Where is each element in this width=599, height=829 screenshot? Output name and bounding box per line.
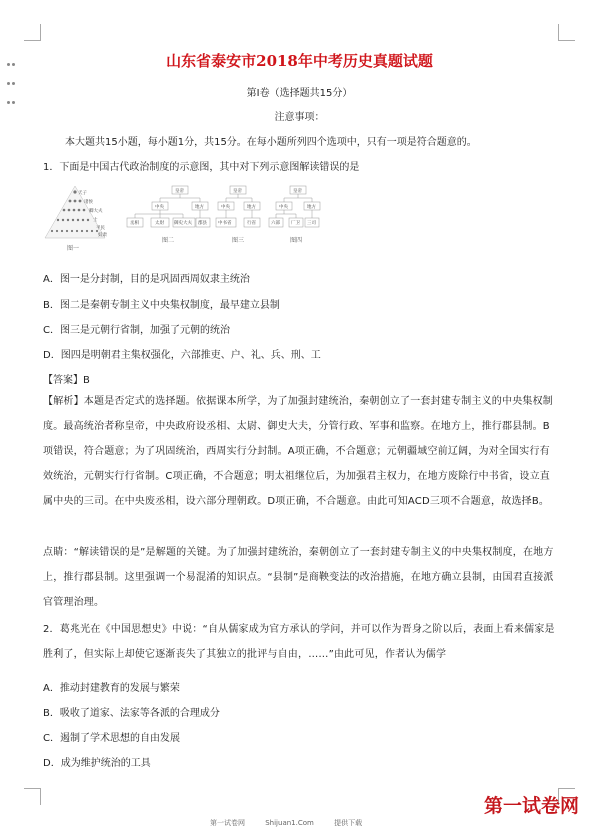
svg-text:地方: 地方 — [195, 205, 204, 210]
svg-text:图三: 图三 — [232, 237, 245, 244]
q1-answer: 【答案】B — [43, 375, 90, 386]
svg-text:图二: 图二 — [162, 237, 175, 244]
q2-option-a: A．推动封建教育的发展与繁荣 — [43, 683, 180, 694]
q1-option-b: B．图二是秦朝专制主义中央集权制度，最早建立县制 — [43, 300, 280, 311]
q1-diagrams — [40, 180, 330, 260]
svg-text:中央: 中央 — [155, 205, 164, 210]
footer-site-name: 第一试卷网 — [210, 819, 245, 827]
svg-text:太尉: 太尉 — [155, 221, 164, 226]
svg-text:厂卫: 厂卫 — [291, 221, 300, 226]
crop-mark-top-right — [558, 24, 575, 41]
q1-option-d: D．图四是明朝君主集权强化，六部推吏、户、礼、兵、刑、工 — [43, 350, 321, 361]
footer-download: 提供下载 — [334, 819, 363, 827]
crop-mark-bottom-left — [24, 788, 41, 805]
svg-text:诸侯: 诸侯 — [84, 200, 93, 205]
svg-text:中央: 中央 — [279, 205, 288, 210]
figure-4-labels — [271, 187, 316, 244]
q1-analysis: 【解析】本题是否定式的选择题。依据课本所学，为了加强封建统治，秦朝创立了一套封建专制主义的中央集权制度。最高统治者称皇帝，中央政府设丞相、太尉、御史大夫，分管行政、军事和监察。在地方上，推行郡县制。B项错误，符合题意；为了巩固统治，西周实行分封制。A项正确，不合题意；元朝疆域空前辽阔，为对全国实行有效统治，元朝实行行省制。C项正确，不合题意；明太祖继位后，为加强君主权力，在地方废除行中书省，设立直属中央的三司。在中央废丞相，设六部分理朝政。D项正确，不合题意。由此可知ACD三项不合题意，故选择B。 — [43, 396, 553, 507]
section-heading: 第Ⅰ卷（选择题共15分） — [246, 88, 353, 99]
svg-text:三司: 三司 — [307, 221, 316, 226]
svg-text:奴隶: 奴隶 — [98, 233, 107, 238]
svg-text:六部: 六部 — [271, 221, 280, 226]
svg-text:中书省: 中书省 — [218, 221, 232, 226]
q1-tip: 点睛：“解读错误的是”是解题的关键。为了加强封建统治，秦朝创立了一套封建专制主义的中央集权制度，在地方上，推行郡县制。这里强调一个易混淆的知识点。“县制”是商鞅变法的改治措施，在地方确立县制，由国君直接派官管理治理。 — [43, 547, 554, 608]
page-title: 山东省泰安市2018年中考历史真题试题 — [166, 52, 433, 70]
q2-stem: 2．葛兆光在《中国思想史》中说：“自从儒家成为官方承认的学问，并可以作为晋身之阶以后，表面上看来儒家是胜利了，但实际上却使它逐渐丧失了其独立的批评与自由，……”由此可见，作者认为儒学 — [43, 624, 555, 660]
svg-text:平民: 平民 — [96, 226, 105, 231]
svg-text:图一: 图一 — [67, 245, 80, 252]
q2-option-c: C．遏制了学术思想的自由发展 — [43, 733, 180, 744]
figure-2-labels — [130, 187, 207, 244]
q1-option-c: C．图三是元朝行省制，加强了元朝的统治 — [43, 325, 230, 336]
q1-stem: 1．下面是中国古代政治制度的示意图，其中对下列示意图解读错误的是 — [43, 162, 360, 173]
figure-1-pyramid — [45, 186, 107, 252]
notice-text: 本大题共15小题，每小题1分，共15分。在每小题所列四个选项中，只有一项是符合题意的。 — [65, 137, 477, 148]
svg-text:天子: 天子 — [78, 191, 87, 196]
svg-text:御史大夫: 御史大夫 — [174, 221, 192, 226]
svg-text:卿大夫: 卿大夫 — [89, 209, 103, 214]
brand-logo: 第一试卷网 — [484, 795, 580, 817]
q2-option-b: B．吸收了道家、法家等各派的合理成分 — [43, 708, 220, 719]
svg-text:郡县: 郡县 — [198, 221, 207, 226]
svg-text:皇帝: 皇帝 — [233, 189, 242, 194]
figure-3-labels — [218, 187, 256, 244]
svg-text:士: 士 — [93, 218, 98, 223]
q2-option-d: D．成为维护统治的工具 — [43, 758, 151, 769]
notice-title: 注意事项： — [274, 112, 325, 123]
footer-site-url[interactable]: Shijuan1.Com — [265, 819, 314, 827]
svg-text:图四: 图四 — [290, 237, 303, 244]
q1-option-a: A．图一是分封制，目的是巩固西周奴隶主统治 — [43, 274, 250, 285]
svg-text:丞相: 丞相 — [130, 221, 139, 226]
svg-text:地方: 地方 — [247, 205, 256, 210]
svg-text:中央: 中央 — [221, 205, 230, 210]
page-footer — [210, 818, 380, 828]
svg-text:行省: 行省 — [247, 221, 256, 226]
svg-text:皇帝: 皇帝 — [175, 189, 184, 194]
crop-mark-top-left — [24, 24, 41, 41]
svg-text:地方: 地方 — [307, 205, 316, 210]
svg-text:皇帝: 皇帝 — [293, 189, 302, 194]
